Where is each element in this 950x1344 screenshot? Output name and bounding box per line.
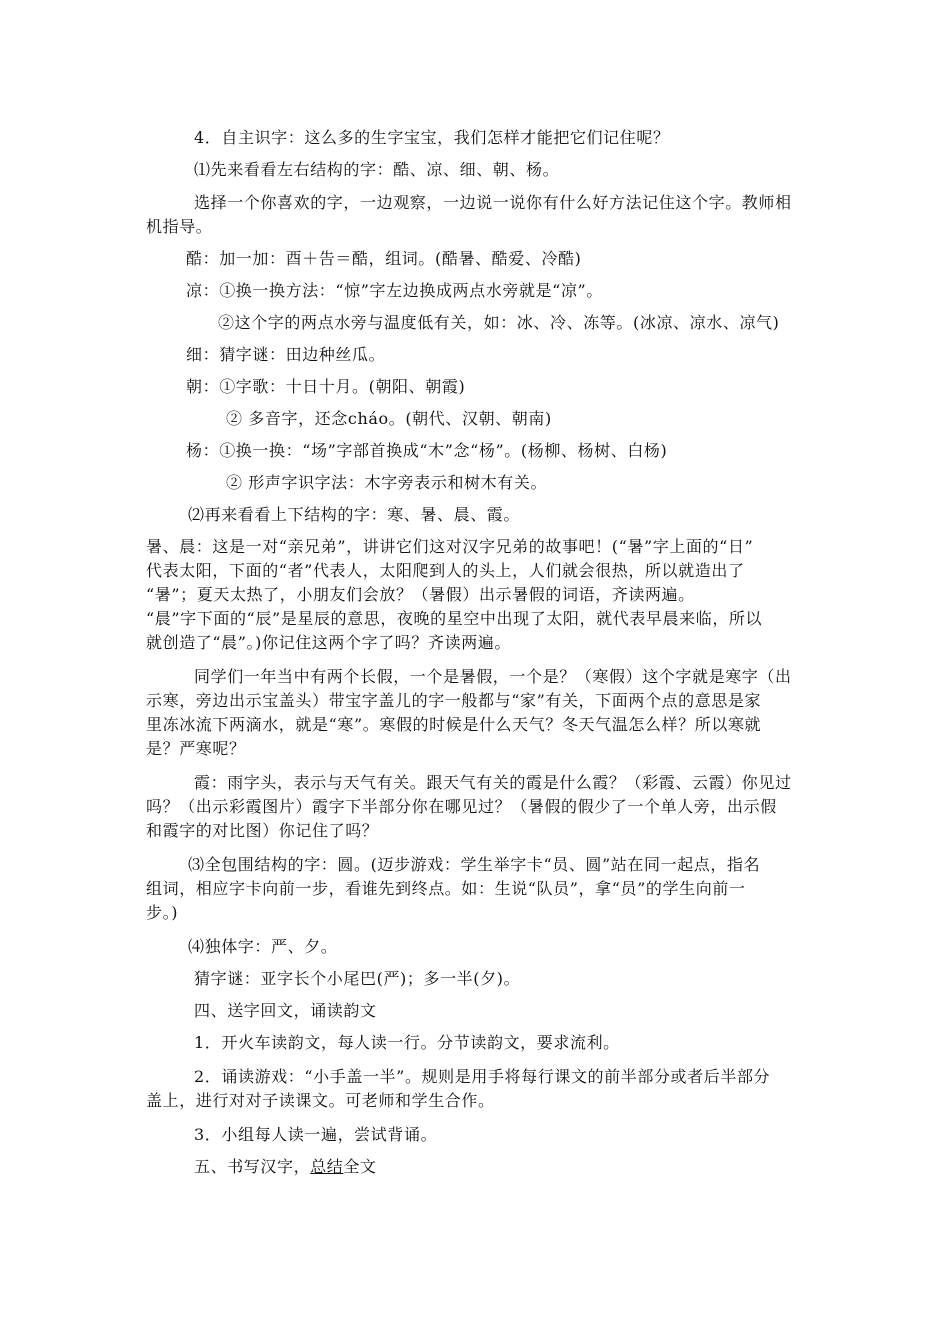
underlined-word: 总结 xyxy=(310,1157,344,1176)
text-line: 步。) xyxy=(146,903,179,922)
text-line: 是？严寒呢？ xyxy=(146,739,246,758)
text-line: 盖上，进行对对子读课文。可老师和学生合作。 xyxy=(146,1091,495,1110)
text-line: 和霞字的对比图）你记住了吗？ xyxy=(146,821,379,840)
text-line: 同学们一年当中有两个长假，一个是暑假，一个是？（寒假）这个字就是寒字（出 xyxy=(194,667,792,686)
text-line: 猜字谜：亚字长个小尾巴(严)；多一半(夕)。 xyxy=(194,969,521,988)
text-line: 细：猜字谜：田边种丝瓜。 xyxy=(186,345,386,364)
text-line: 示寒，旁边出示宝盖头）带宝字盖儿的字一般都与“家”有关，下面两个点的意思是家 xyxy=(146,691,762,710)
text-line: ⑷独体字：严、夕。 xyxy=(188,937,338,956)
text-line: 代表太阳，下面的“者”代表人，太阳爬到人的头上，人们就会很热，所以就造出了 xyxy=(146,561,745,580)
text-line: ②这个字的两点水旁与温度低有关，如：冰、冷、冻等。(冰凉、凉水、凉气) xyxy=(218,313,780,332)
text-line: 里冻冰流下两滴水，就是“寒”。寒假的时候是什么天气？冬天气温怎么样？所以寒就 xyxy=(146,715,762,734)
text-line: 就创造了“晨”。)你记住这两个字了吗？齐读两遍。 xyxy=(146,633,512,652)
text-line: 吗？（出示彩霞图片）霞字下半部分你在哪见过？（暑假的假少了一个单人旁，出示假 xyxy=(146,797,777,816)
section-heading xyxy=(194,1157,377,1177)
text-line: 4．自主识字：这么多的生字宝宝，我们怎样才能把它们记住呢？ xyxy=(194,128,670,147)
text-line: 2．诵读游戏：“小手盖一半”。规则是用手将每行课文的前半部分或者后半部分 xyxy=(194,1067,771,1086)
text-line: ⑴先来看看左右结构的字：酷、凉、细、朝、杨。 xyxy=(194,160,560,179)
text-line: ② 形声字识字法：木字旁表示和树木有关。 xyxy=(226,473,548,492)
text-line: 1．开火车读韵文，每人读一行。分节读韵文，要求流利。 xyxy=(194,1033,620,1052)
text-line: 凉：①换一换方法：“惊”字左边换成两点水旁就是“凉”。 xyxy=(186,281,603,300)
text-line: “暑”；夏天太热了，小朋友们会放？（暑假）出示暑假的词语，齐读两遍。 xyxy=(146,585,695,604)
heading-suffix: 全文 xyxy=(343,1157,377,1176)
text-line: 机指导。 xyxy=(146,217,213,236)
text-line: 朝：①字歌：十日十月。(朝阳、朝霞) xyxy=(186,377,466,396)
text-line: “晨”字下面的“辰”是星辰的意思，夜晚的星空中出现了太阳，就代表早晨来临，所以 xyxy=(146,609,763,628)
text-line: 霞：雨字头，表示与天气有关。跟天气有关的霞是什么霞？（彩霞、云霞）你见过 xyxy=(194,773,792,792)
text-line: 暑、晨：这是一对“亲兄弟”，讲讲它们这对汉字兄弟的故事吧！(“暑”字上面的“日” xyxy=(146,537,754,556)
text-line: 杨：①换一换：“场”字部首换成“木”念“杨”。(杨柳、杨树、白杨) xyxy=(186,441,668,460)
text-line: 组词，相应字卡向前一步，看谁先到终点。如：生说“队员”，拿“员”的学生向前一 xyxy=(146,879,746,898)
text-line: 酷：加一加：酉＋告＝酷，组词。(酷暑、酷爱、冷酷) xyxy=(186,249,582,268)
text-line: 3．小组每人读一遍，尝试背诵。 xyxy=(194,1125,438,1144)
text-line: ⑵再来看看上下结构的字：寒、暑、晨、霞。 xyxy=(188,505,521,524)
text-line: 选择一个你喜欢的字，一边观察，一边说一说你有什么好方法记住这个字。教师相 xyxy=(194,193,792,212)
text-line: ② 多音字，还念cháo。(朝代、汉朝、朝南) xyxy=(226,409,552,428)
heading-prefix: 五、书写汉字， xyxy=(194,1157,311,1176)
text-line: 四、送字回文，诵读韵文 xyxy=(194,1001,377,1020)
text-line: ⑶全包围结构的字：圆。(迈步游戏：学生举字卡“员、圆”站在同一起点，指名 xyxy=(188,855,761,874)
